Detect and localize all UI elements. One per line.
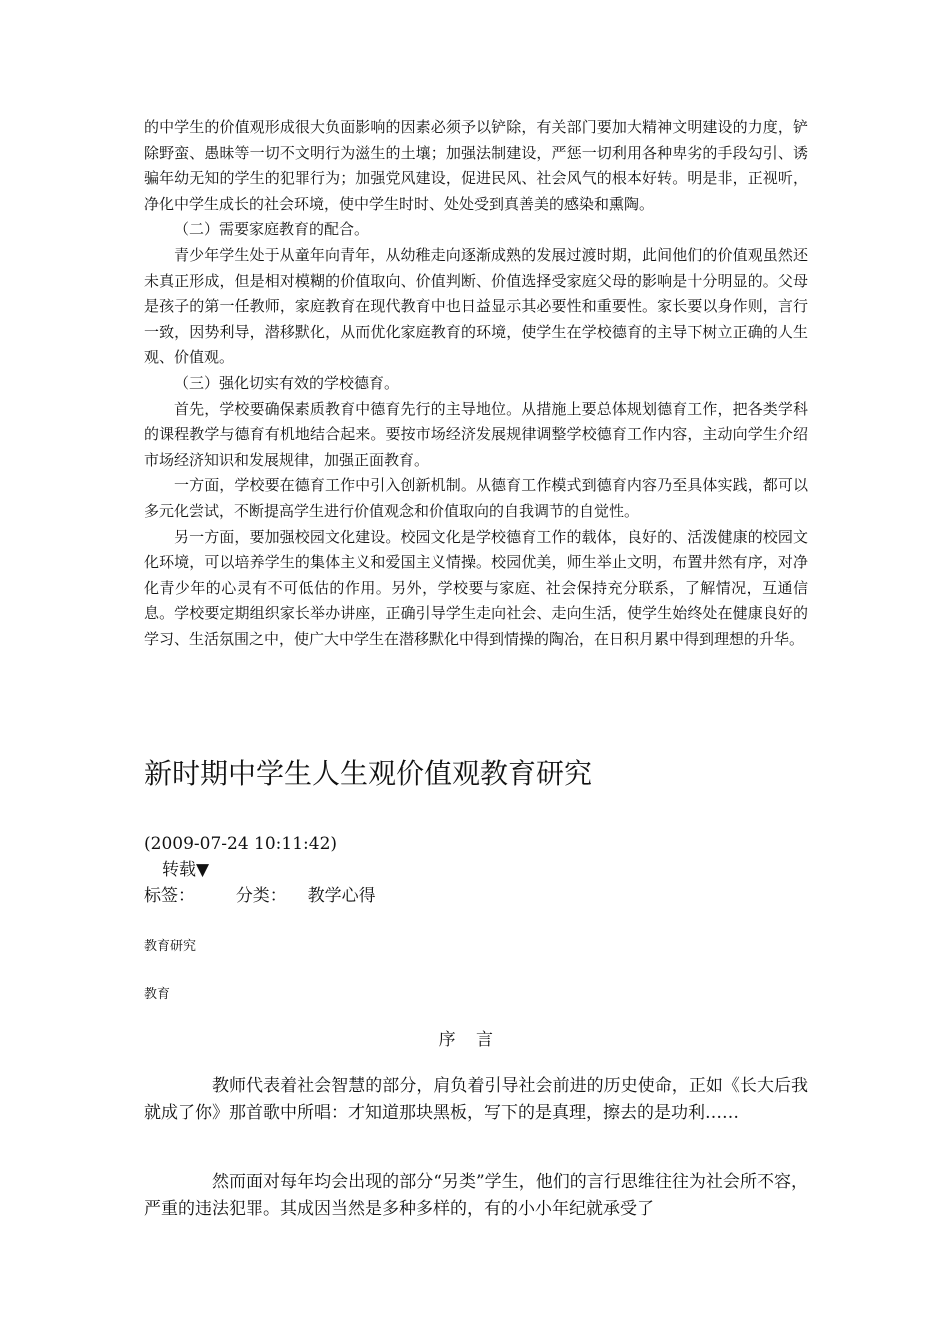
category-link[interactable]: 教学心得	[307, 886, 376, 906]
paragraph: 另一方面，要加强校园文化建设。校园文化是学校德育工作的载体，良好的、活泼健康的校园文化环境，可以培养学生的集体主义和爱国主义情操。校园优美，师生举止文明，布置井然有序，对净化青少年的心灵有不可低估的作用。另外，学校要与家庭、社会保持充分联系，了解情况，互通信息。学校要定期组织家长举办讲座，正确引导学生走向社会、走向生活，使学生始终处在健康良好的学习、生活氛围之中，使广大中学生在潜移默化中得到情操的陶冶，在日积月累中得到理想的升华。	[144, 527, 808, 648]
preface-paragraph-1	[144, 1073, 808, 1127]
paragraph: 然而面对每年均会出现的部分“另类”学生，他们的言行思维往往为社会所不容，严重的违法犯罪。其成因当然是多种多样的，有的小小年纪就承受了	[144, 1172, 808, 1219]
preface-paragraph-2	[144, 1169, 808, 1223]
subheading-family-education: （二）需要家庭教育的配合。	[174, 220, 370, 239]
tag-link-education-research[interactable]: 教育研究	[144, 939, 197, 954]
paragraph: 的中学生的价值观形成很大负面影响的因素必须予以铲除，有关部门要加大精神文明建设的力度，铲除野蛮、愚昧等一切不文明行为滋生的土壤；加强法制建设，严惩一切利用各种卑劣的手段勾引、诱骗年幼无知的学生的犯罪行为；加强党风建设，促进民风、社会风气的根本好转。明是非，正视听，净化中学生成长的社会环境，使中学生时时、处处受到真善美的感染和熏陶。	[144, 118, 808, 213]
tag-link-education[interactable]: 教育	[144, 987, 171, 1002]
paragraph: 一方面，学校要在德育工作中引入创新机制。从德育工作模式到德育内容乃至具体实践，都可以多元化尝试，不断提高学生进行价值观念和价值取向的自我调节的自觉性。	[144, 476, 808, 520]
tags-label: 标签：	[144, 886, 195, 906]
article-title: 新时期中学生人生观价值观教育研究	[144, 757, 593, 790]
repost-link[interactable]: 转载▼	[162, 860, 210, 880]
tags-row	[144, 883, 376, 909]
subheading-school-moral-education: （三）强化切实有效的学校德育。	[174, 373, 400, 392]
paragraph: 首先，学校要确保素质教育中德育先行的主导地位。从措施上要总体规划德育工作，把各类学科的课程教学与德育有机地结合起来。要按市场经济发展规律调整学校德育工作内容，主动向学生介绍市场经济知识和发展规律，加强正面教育。	[144, 399, 808, 469]
paragraph: 青少年学生处于从童年向青年，从幼稚走向逐渐成熟的发展过渡时期，此间他们的价值观虽然还未真正形成，但是相对模糊的价值取向、价值判断、价值选择受家庭父母的影响是十分明显的。父母是孩子的第一任教师，家庭教育在现代教育中也日益显示其必要性和重要性。家长要以身作则，言行一致，因势利导，潜移默化，从而优化家庭教育的环境，使学生在学校德育的主导下树立正确的人生观、价值观。	[144, 245, 808, 367]
article-timestamp: (2009-07-24 10:11:42)	[144, 834, 338, 854]
preface-heading: 序言	[438, 1030, 514, 1050]
essay-section	[144, 115, 808, 652]
paragraph: 教师代表着社会智慧的部分，肩负着引导社会前进的历史使命，正如《长大后我就成了你》那首歌中所唱：才知道那块黑板，写下的是真理，擦去的是功利……	[144, 1076, 808, 1123]
category-label: 分类：	[235, 886, 287, 906]
